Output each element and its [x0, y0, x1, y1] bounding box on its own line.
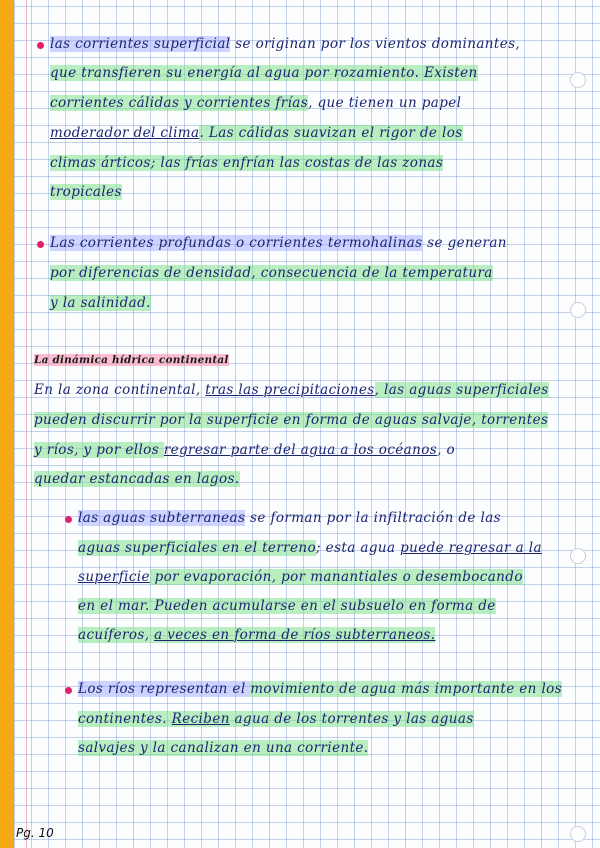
page-number: Pg. 10: [16, 826, 54, 840]
note-line: que transfieren su energía al agua por rozamiento. Existen: [50, 65, 478, 81]
note-line: quedar estancadas en lagos.: [34, 471, 240, 487]
note-line: superficie por evaporación, por manantiales o desembocando: [78, 569, 523, 585]
note-line: Las corrientes profundas o corrientes termohalinas se generan: [50, 235, 507, 251]
note-line: Los ríos representan el movimiento de agua más importante en los: [78, 681, 563, 697]
bullet-point: [65, 687, 72, 694]
highlighted-text: las aguas subterraneas: [78, 510, 246, 526]
note-line: climas árticos; las frías enfrían las costas de las zonas: [50, 155, 444, 171]
bullet-point: [37, 241, 44, 248]
binder-hole-3: [570, 548, 586, 564]
bullet-point: [65, 516, 72, 523]
binder-hole-2: [570, 302, 586, 318]
bullet-point: [37, 42, 44, 49]
note-line: las aguas subterraneas se forman por la infiltración de las: [78, 510, 502, 526]
note-line: y ríos, y por ellos regresar parte del agua a los océanos, o: [34, 442, 455, 458]
note-line: por diferencias de densidad, consecuencia de la temperatura: [50, 265, 493, 281]
highlighted-text: Los ríos representan el: [78, 681, 251, 697]
note-line: En la zona continental, tras las precipitaciones, las aguas superficiales: [34, 382, 549, 398]
note-line: en el mar. Pueden acumularse en el subsuelo en forma de: [78, 598, 496, 614]
binder-hole-1: [570, 72, 586, 88]
red-margin-line: [26, 0, 27, 848]
section-heading: La dinámica hídrica continental: [34, 354, 229, 366]
highlighted-text: Las corrientes profundas o corrientes termohalinas: [50, 235, 423, 251]
note-line: y la salinidad.: [50, 295, 151, 311]
note-line: continentes. Reciben agua de los torrentes y las aguas: [78, 711, 474, 727]
note-line: tropicales: [50, 184, 122, 200]
highlighted-text: las corrientes superficial: [50, 36, 231, 52]
note-line: salvajes y la canalizan en una corriente.: [78, 740, 369, 756]
note-line: aguas superficiales en el terreno; esta agua puede regresar a la: [78, 540, 542, 556]
note-line: las corrientes superficial se originan por los vientos dominantes,: [50, 36, 521, 52]
underlined-text: moderador del clima: [50, 125, 200, 141]
note-line: moderador del clima. Las cálidas suavizan el rigor de los: [50, 125, 463, 141]
note-line: acuíferos, a veces en forma de ríos subterraneos.: [78, 627, 436, 643]
binder-hole-4: [570, 826, 586, 842]
note-line: pueden discurrir por la superficie en forma de aguas salvaje, torrentes: [34, 412, 549, 428]
orange-margin-strip: [0, 0, 14, 848]
note-line: corrientes cálidas y corrientes frías, que tienen un papel: [50, 95, 462, 111]
